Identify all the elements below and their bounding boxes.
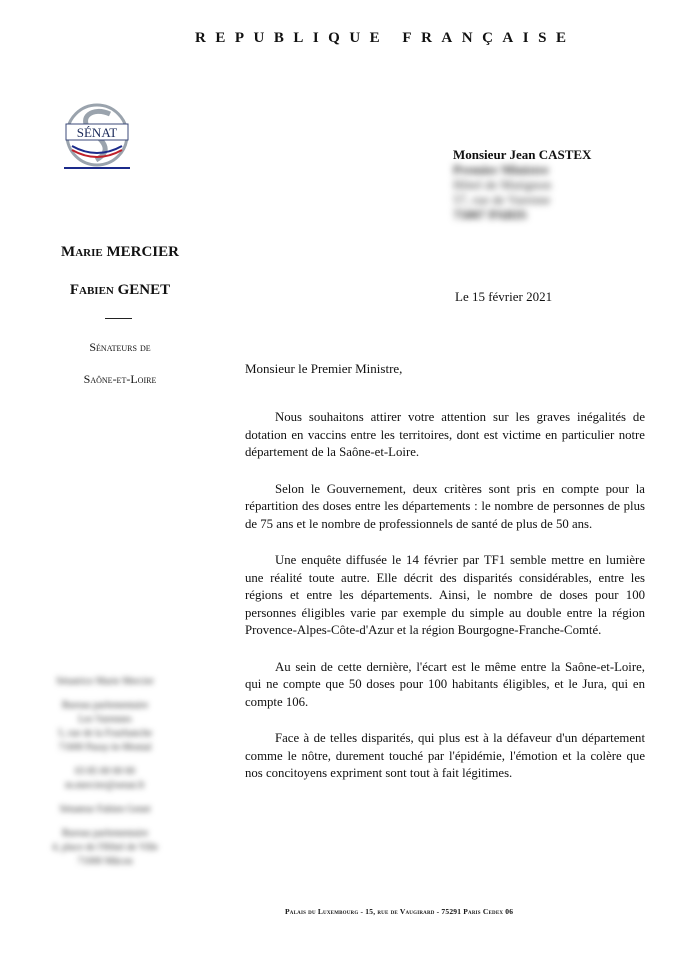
- paragraph-3: Une enquête diffusée le 14 février par TF1 semble mettre en lumière une réalité toute autre. Elle décrit des disparités considérables, entre les régions et entre les départements. Ainsi, le nombre de doses pour 100 personnes éligibles varie par exemple du simple au double entre la région Provence-Alpes-Côte-d'Azur et la région Bourgogne-Franche-Comté.: [245, 553, 645, 637]
- separator-line: [105, 318, 132, 319]
- letter-date: Le 15 février 2021: [455, 289, 553, 304]
- contact-line: Bureau parlementaire: [61, 700, 149, 711]
- paragraph-1: Nous souhaitons attirer votre attention sur les graves inégalités de dotation en vaccins entre les territoires, dont est victime en particulier notre département de la Saône-et-Loire.: [245, 410, 645, 459]
- contact-line: 5, rue de la Fourbanche: [57, 728, 153, 739]
- contact-block: [20, 675, 190, 879]
- senators-role-line2: Saône-et-Loire: [83, 372, 157, 386]
- republique-francaise-header: REPUBLIQUE FRANÇAISE: [195, 30, 576, 46]
- recipient-block: [453, 147, 591, 222]
- recipient-address-line: Hôtel de Matignon: [453, 177, 552, 192]
- senators-role-line1: Sénateurs de: [89, 340, 151, 354]
- contact-email: m.mercier@senat.fr: [65, 780, 145, 791]
- contact-line: 4, place de l'Hôtel de Ville: [52, 842, 158, 853]
- recipient-address-line: 75007 PARIS: [453, 207, 527, 222]
- paragraph-5: Face à de telles disparités, qui plus est à la défaveur d'un département comme le nôtre, durement touché par l'épidémie, l'émotion et la colère que nos concitoyens expriment sont tout à fait légitimes.: [245, 731, 645, 780]
- contact-line: 71000 Mâcon: [77, 856, 133, 867]
- svg-text:SÉNAT: SÉNAT: [76, 125, 118, 140]
- contact-name: Sénatrice Marie Mercier: [56, 676, 154, 687]
- paragraph-4: Au sein de cette dernière, l'écart est le même entre la Saône-et-Loire, qui ne compte que 50 doses pour 100 habitants éligibles, et le Jura, qui en compte 106.: [245, 659, 645, 709]
- recipient-title: Premier Ministre: [453, 162, 549, 177]
- contact-line: 71600 Paray-le-Monial: [58, 742, 152, 753]
- contact-line: Bureau parlementaire: [61, 828, 149, 839]
- contact-name: Sénateur Fabien Genet: [59, 804, 151, 815]
- recipient-name: Monsieur Jean CASTEX: [453, 147, 592, 162]
- senat-logo: [62, 100, 132, 170]
- recipient-address-line: 57, rue de Varenne: [453, 192, 551, 207]
- senator-name-mercier: Marie MERCIER: [61, 244, 179, 260]
- contact-line: Les Varennes: [78, 714, 132, 725]
- letter-body: [245, 409, 645, 802]
- senator-name-genet: Fabien GENET: [69, 282, 171, 298]
- contact-phone: 03 85 00 00 00: [75, 766, 135, 777]
- salutation: Monsieur le Premier Ministre,: [245, 361, 403, 376]
- footer-address: Palais du Luxembourg - 15, rue de Vaugirard - 75291 Paris Cedex 06: [285, 907, 514, 916]
- paragraph-2: Selon le Gouvernement, deux critères sont pris en compte pour la répartition des doses entre les départements : le nombre de personnes de plus de 75 ans et le nombre de professionnels de santé de plus de 50 ans.: [245, 481, 645, 531]
